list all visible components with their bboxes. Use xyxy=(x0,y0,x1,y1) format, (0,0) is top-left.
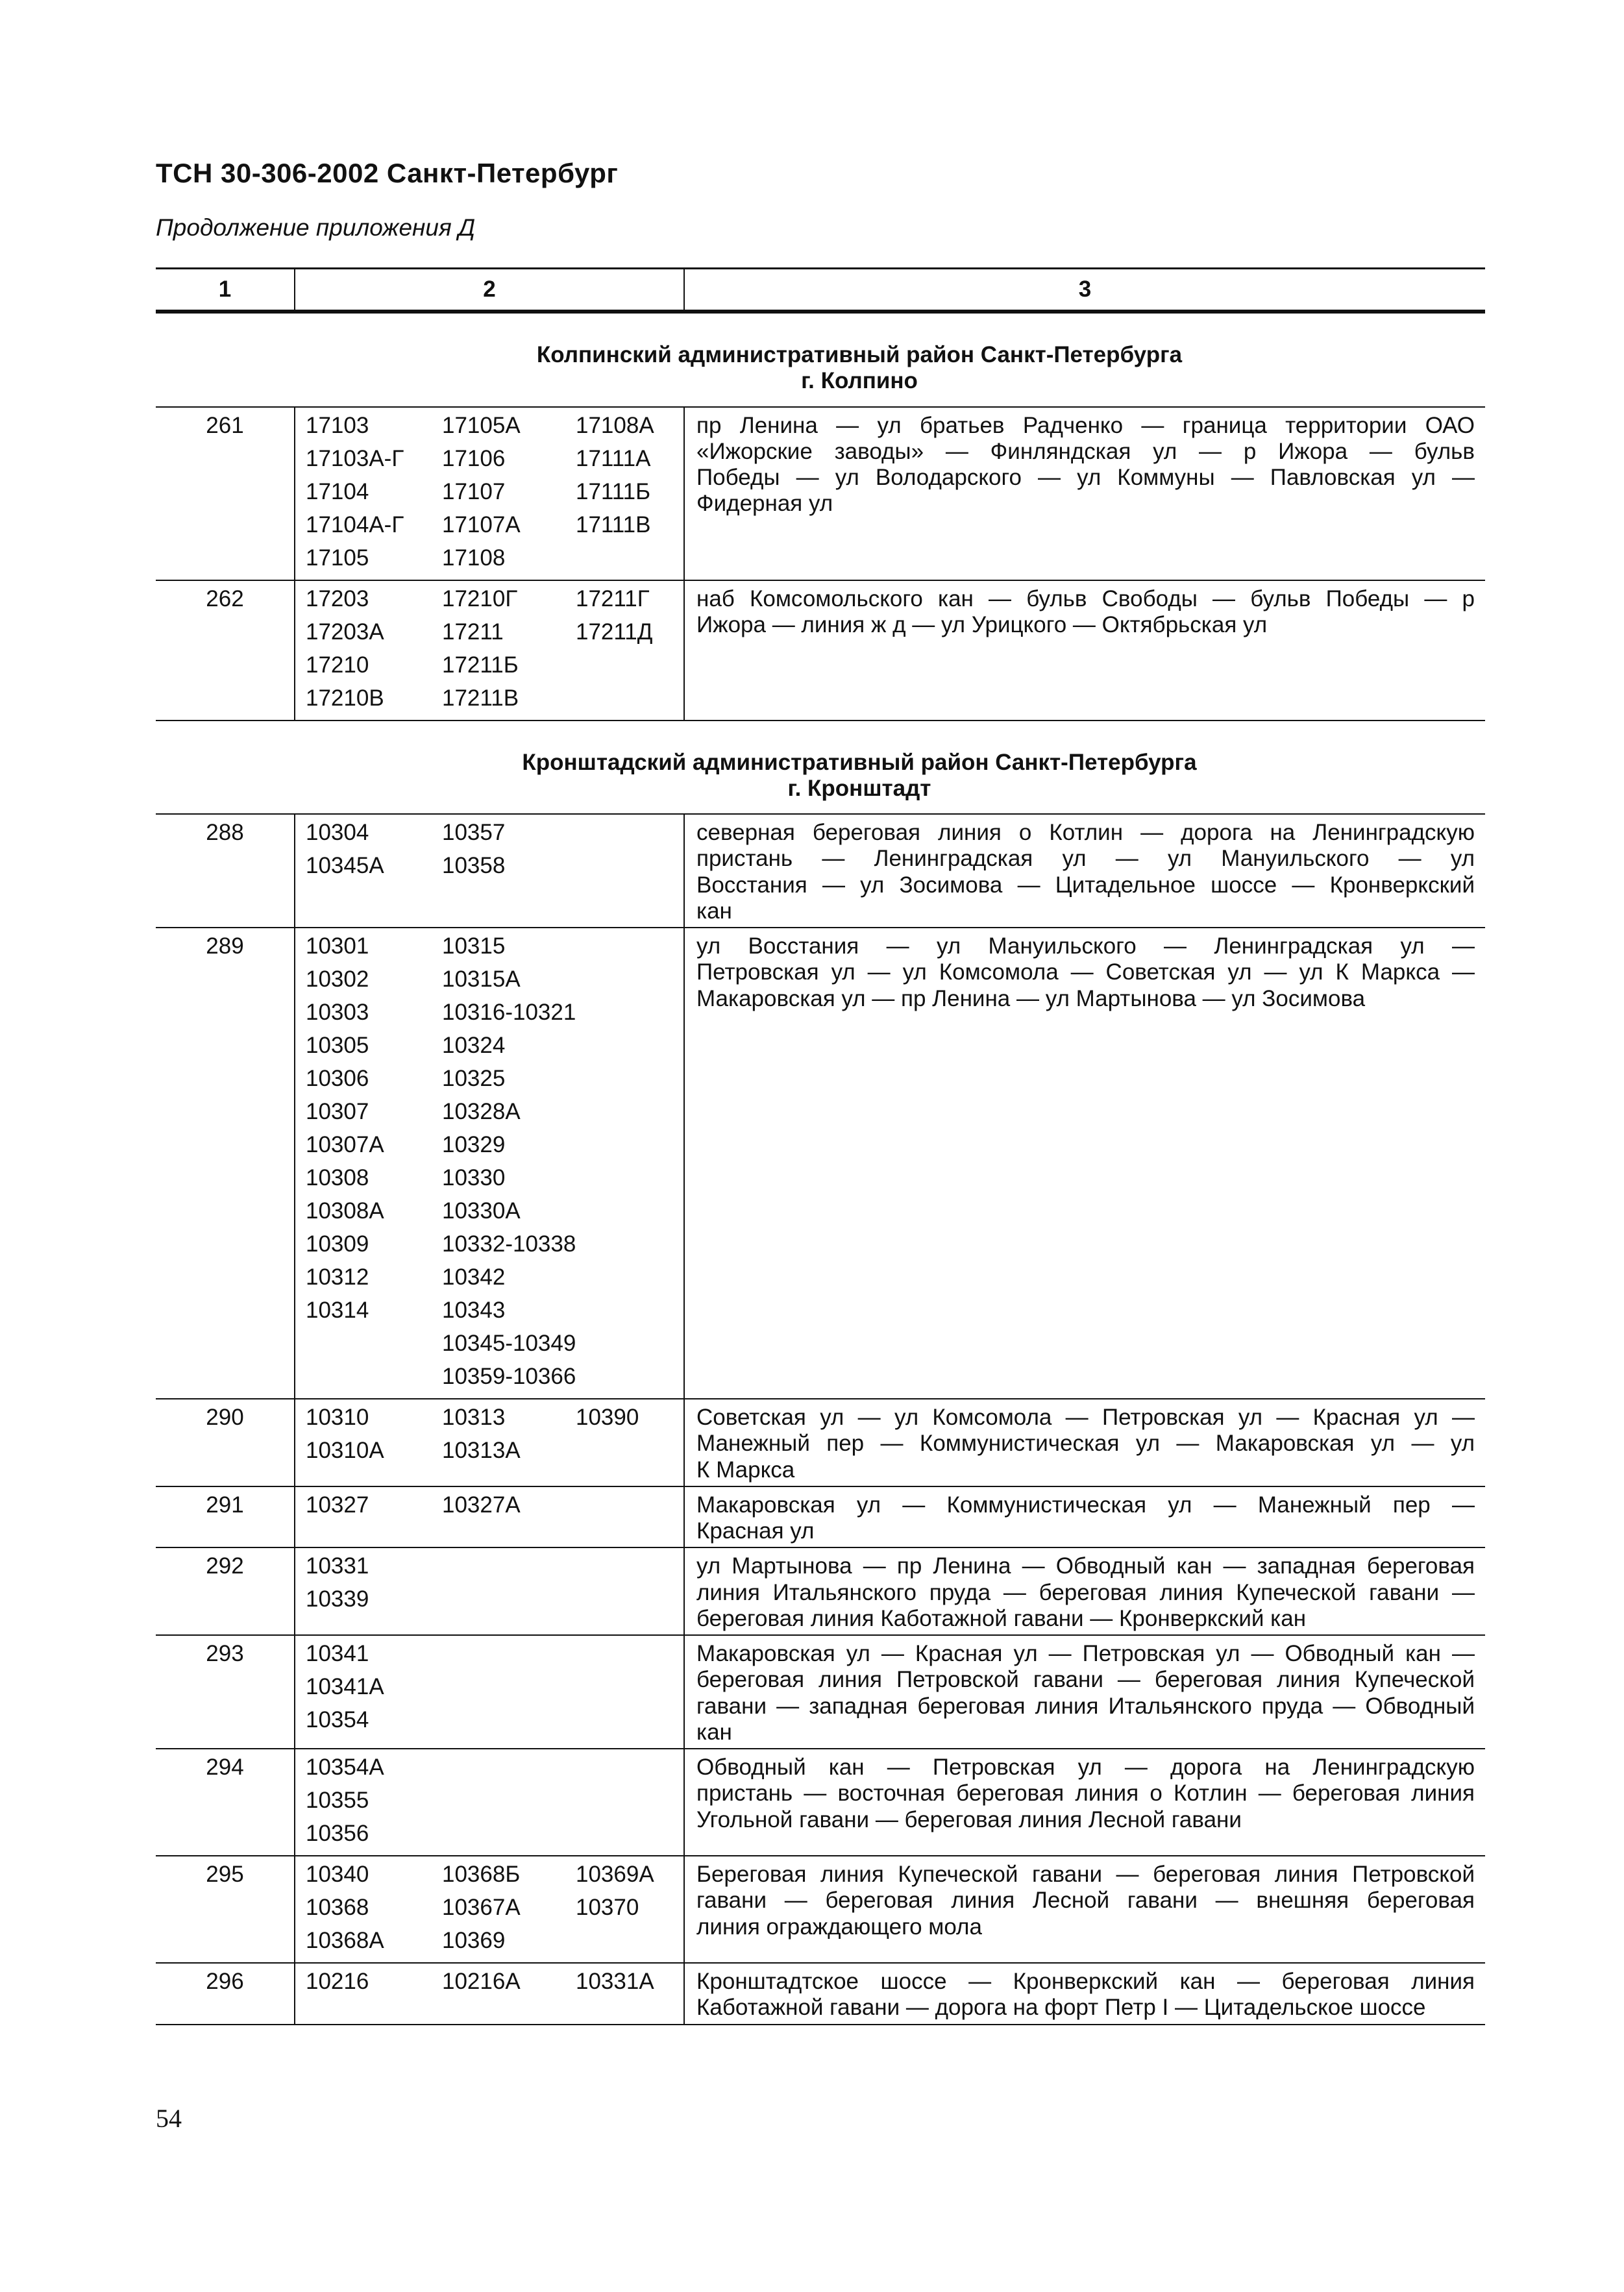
boundary-description-line: береговая линия Каботажной гавани — Кронверкский кан xyxy=(696,1605,1307,1631)
block-codes-cell xyxy=(295,580,684,721)
boundary-description-line: Ижора — линия ж д — ул Урицкого — Октябрьская ул xyxy=(696,611,1268,637)
table-row xyxy=(156,1856,1485,1963)
boundary-description-line: линия Итальянского пруда — береговая линия Купеческой гавани — xyxy=(696,1579,1475,1605)
table-row xyxy=(156,580,1485,721)
row-number: 288 xyxy=(156,814,295,928)
block-code xyxy=(306,1364,442,1397)
row-number: 293 xyxy=(156,1635,295,1749)
block-code xyxy=(576,1033,673,1066)
block-codes-grid xyxy=(295,1641,683,1740)
block-code: 10330А xyxy=(442,1198,521,1224)
row-number: 290 xyxy=(156,1399,295,1486)
block-code: 17106 xyxy=(442,445,506,471)
table-row xyxy=(156,1486,1485,1548)
boundary-description-line: пр Ленина — ул братьев Радченко — граница территории ОАО xyxy=(696,412,1475,438)
block-code: 10309 xyxy=(306,1231,369,1257)
column-header-2: 2 xyxy=(295,269,684,312)
block-code: 17203А xyxy=(306,619,384,645)
block-code xyxy=(576,1641,673,1674)
block-code: 10216А xyxy=(442,1969,521,1994)
table-row xyxy=(156,1399,1485,1486)
block-code xyxy=(576,1586,673,1620)
block-code: 10331А xyxy=(576,1969,654,1994)
block-code: 10303 xyxy=(306,1000,369,1025)
block-codes-grid xyxy=(295,933,683,1397)
block-codes-cell xyxy=(295,1749,684,1856)
block-code: 10358 xyxy=(442,853,506,878)
block-code: 10310 xyxy=(306,1405,369,1430)
boundary-description-cell xyxy=(684,1749,1485,1856)
row-number: 291 xyxy=(156,1486,295,1548)
row-number: 294 xyxy=(156,1749,295,1856)
block-code: 10306 xyxy=(306,1066,369,1091)
block-code xyxy=(576,1132,673,1165)
boundary-description-line: пристань — Ленинградская ул — ул Мануильского — ул xyxy=(696,846,1475,872)
block-code: 10340 xyxy=(306,1862,369,1887)
column-header-3: 3 xyxy=(684,269,1485,312)
block-code: 10368 xyxy=(306,1895,369,1920)
block-code: 10390 xyxy=(576,1405,639,1430)
block-code: 10315 xyxy=(442,933,506,959)
block-code xyxy=(576,1165,673,1198)
block-codes-grid xyxy=(295,586,683,719)
block-code: 10359-10366 xyxy=(442,1364,576,1389)
block-code: 10302 xyxy=(306,967,369,992)
block-code: 17211В xyxy=(442,685,519,711)
block-code: 10308А xyxy=(306,1198,384,1224)
block-codes-grid xyxy=(295,413,683,578)
block-code: 17104 xyxy=(306,478,369,504)
block-code: 10325 xyxy=(442,1066,506,1091)
block-codes-grid xyxy=(295,1755,683,1854)
block-code: 17111Б xyxy=(576,478,651,504)
block-code: 17107 xyxy=(442,478,506,504)
block-code: 10343 xyxy=(442,1298,506,1323)
block-code: 17103 xyxy=(306,412,369,438)
block-code: 10332-10338 xyxy=(442,1231,576,1257)
boundary-description-line: северная береговая линия о Котлин — дорога на Ленинградскую xyxy=(696,820,1475,845)
block-code xyxy=(576,1364,673,1397)
block-code xyxy=(576,1000,673,1033)
block-code xyxy=(442,1641,576,1674)
block-code: 17103А-Г xyxy=(306,445,404,471)
block-code: 10368Б xyxy=(442,1862,521,1887)
block-codes-cell xyxy=(295,1547,684,1635)
block-codes-cell xyxy=(295,1856,684,1963)
boundary-description-line: Угольной гавани — береговая линия Лесной гавани xyxy=(696,1806,1242,1832)
boundary-description-line: Береговая линия Купеческой гавани — береговая линия Петровской xyxy=(696,1862,1475,1887)
boundary-description-cell xyxy=(684,1963,1485,2025)
row-number: 262 xyxy=(156,580,295,721)
block-code: 10301 xyxy=(306,933,369,959)
boundary-description-line: ул Мартынова — пр Ленина — Обводный кан — западная береговая xyxy=(696,1553,1475,1579)
block-code xyxy=(576,1821,673,1854)
boundary-description-cell xyxy=(684,1547,1485,1635)
block-codes-cell xyxy=(295,1963,684,2025)
block-code: 17105 xyxy=(306,545,369,571)
table-row xyxy=(156,1749,1485,1856)
section-heading-row xyxy=(156,312,1485,407)
boundary-description-line: Обводный кан — Петровская ул — дорога на Ленинградскую xyxy=(696,1755,1475,1780)
boundary-description-line: Восстания — ул Зосимова — Цитадельное шоссе — Кронверкский xyxy=(696,872,1475,898)
block-code xyxy=(576,853,673,886)
addresses-table xyxy=(156,267,1485,2025)
boundary-description-cell xyxy=(684,407,1485,580)
block-code xyxy=(442,1586,576,1620)
block-code xyxy=(576,1066,673,1099)
block-code xyxy=(576,1198,673,1231)
page-number: 54 xyxy=(156,2104,182,2133)
document-title: ТСН 30-306-2002 Санкт-Петербург xyxy=(156,158,619,188)
boundary-description-line: Макаровская ул — Красная ул — Петровская ул — Обводный кан — xyxy=(696,1641,1475,1666)
block-code: 10369 xyxy=(442,1928,506,1953)
block-code: 17211Д xyxy=(576,619,653,645)
section-heading-line: г. Колпино xyxy=(801,368,918,394)
block-code: 17107А xyxy=(442,511,521,537)
block-code xyxy=(576,1231,673,1264)
appendix-continuation-label: Продолжение приложения Д xyxy=(156,214,476,241)
block-code xyxy=(442,1553,576,1586)
block-code: 10313А xyxy=(442,1438,521,1463)
block-codes-cell xyxy=(295,1486,684,1548)
block-codes-grid xyxy=(295,1492,683,1525)
boundary-description-cell xyxy=(684,1399,1485,1486)
block-code xyxy=(576,1707,673,1740)
block-code xyxy=(576,1438,673,1471)
block-code xyxy=(576,1788,673,1821)
boundary-description-cell xyxy=(684,814,1485,928)
boundary-description-line: К Маркса xyxy=(696,1457,795,1483)
row-number: 296 xyxy=(156,1963,295,2025)
block-code xyxy=(576,1492,673,1525)
block-code: 10307 xyxy=(306,1099,369,1124)
section-heading xyxy=(156,721,1485,815)
table-header-row xyxy=(156,269,1485,312)
block-code: 10313 xyxy=(442,1405,506,1430)
block-code: 17111В xyxy=(576,511,651,537)
block-code xyxy=(576,545,673,578)
boundary-description-line: кан xyxy=(696,1719,732,1745)
block-code: 10327А xyxy=(442,1492,521,1518)
block-code: 17203 xyxy=(306,585,369,611)
block-code xyxy=(576,1099,673,1132)
block-codes-grid xyxy=(295,1969,683,2002)
block-codes-cell xyxy=(295,928,684,1399)
boundary-description-line: береговая линия Петровской гавани — береговая линия Купеческой xyxy=(696,1667,1475,1693)
block-codes-grid xyxy=(295,1553,683,1620)
block-codes-grid xyxy=(295,1405,683,1471)
boundary-description-cell xyxy=(684,1635,1485,1749)
block-code xyxy=(442,1707,576,1740)
block-code xyxy=(306,1331,442,1364)
block-code: 17210В xyxy=(306,685,384,711)
block-code: 10216 xyxy=(306,1969,369,1994)
block-code: 10328А xyxy=(442,1099,521,1124)
boundary-description-line: наб Комсомольского кан — бульв Свободы — бульв Победы — р xyxy=(696,585,1475,611)
block-codes-cell xyxy=(295,1635,684,1749)
boundary-description-line: «Ижорские заводы» — Финляндская ул — р Ижора — бульв xyxy=(696,438,1475,464)
block-code xyxy=(576,685,673,719)
section-heading-row xyxy=(156,721,1485,815)
block-code xyxy=(576,1331,673,1364)
boundary-description-line: Фидерная ул xyxy=(696,491,833,517)
table-row xyxy=(156,814,1485,928)
block-code: 10329 xyxy=(442,1132,506,1157)
row-number: 289 xyxy=(156,928,295,1399)
block-code: 10355 xyxy=(306,1788,369,1813)
block-code: 17108А xyxy=(576,412,654,438)
section-heading-line: Колпинский административный район Санкт-Петербурга xyxy=(536,342,1183,367)
block-code xyxy=(576,1928,673,1961)
block-code: 17211Г xyxy=(576,585,650,611)
block-codes-grid xyxy=(295,1862,683,1961)
block-code: 17111А xyxy=(576,445,651,471)
boundary-description-line: Манежный пер — Коммунистическая ул — Макаровская ул — ул xyxy=(696,1431,1475,1457)
block-code: 17105А xyxy=(442,412,521,438)
boundary-description-line: Советская ул — ул Комсомола — Петровская ул — Красная ул — xyxy=(696,1405,1475,1430)
boundary-description-line: Каботажной гавани — дорога на форт Петр I — Цитадельское шоссе xyxy=(696,1995,1426,2021)
section-heading-line: г. Кронштадт xyxy=(787,775,931,801)
boundary-description-line: Кронштадтское шоссе — Кронверкский кан — береговая линия xyxy=(696,1969,1475,1994)
section-heading-line: Кронштадский административный район Санкт-Петербурга xyxy=(522,749,1197,775)
block-code: 17104А-Г xyxy=(306,511,404,537)
table-row xyxy=(156,1547,1485,1635)
block-code xyxy=(442,1788,576,1821)
table-row xyxy=(156,1963,1485,2025)
block-code: 10307А xyxy=(306,1132,384,1157)
boundary-description-line: гавани — западная береговая линия Итальянского пруда — Обводный xyxy=(696,1693,1475,1719)
boundary-description-line: линия ограждающего мола xyxy=(696,1914,982,1940)
block-code: 10345А xyxy=(306,853,384,878)
boundary-description-line: Красная ул xyxy=(696,1518,815,1544)
block-code xyxy=(442,1821,576,1854)
boundary-description-line: гавани — береговая линия Лесной гавани — внешняя береговая xyxy=(696,1888,1475,1914)
block-code: 10305 xyxy=(306,1033,369,1058)
block-code: 10368А xyxy=(306,1928,384,1953)
block-code: 10370 xyxy=(576,1895,639,1920)
block-code: 10327 xyxy=(306,1492,369,1518)
table-row xyxy=(156,1635,1485,1749)
row-number: 295 xyxy=(156,1856,295,1963)
block-code: 17210 xyxy=(306,652,369,678)
block-codes-cell xyxy=(295,407,684,580)
block-code xyxy=(576,1755,673,1788)
boundary-description-cell xyxy=(684,1856,1485,1963)
block-code: 10304 xyxy=(306,820,369,845)
block-code: 10367А xyxy=(442,1895,521,1920)
boundary-description-line: пристань — восточная береговая линия о Котлин — береговая линия xyxy=(696,1781,1475,1806)
boundary-description-line: кан xyxy=(696,898,732,924)
block-code xyxy=(576,1298,673,1331)
table-row xyxy=(156,407,1485,580)
block-code: 17211Б xyxy=(442,652,519,678)
block-code: 10315А xyxy=(442,967,521,992)
block-code: 10314 xyxy=(306,1298,369,1323)
boundary-description-cell xyxy=(684,1486,1485,1548)
boundary-description-line: ул Восстания — ул Мануильского — Ленинградская ул — xyxy=(696,933,1475,959)
block-codes-cell xyxy=(295,1399,684,1486)
row-number: 261 xyxy=(156,407,295,580)
block-code: 10324 xyxy=(442,1033,506,1058)
block-code xyxy=(442,1674,576,1707)
boundary-description-line: Макаровская ул — пр Ленина — ул Мартынова — ул Зосимова xyxy=(696,985,1366,1011)
block-code xyxy=(576,1674,673,1707)
block-code: 10331 xyxy=(306,1553,369,1579)
boundary-description-cell xyxy=(684,928,1485,1399)
block-code: 10356 xyxy=(306,1821,369,1846)
row-number: 292 xyxy=(156,1547,295,1635)
boundary-description-cell xyxy=(684,580,1485,721)
block-code: 10341 xyxy=(306,1641,369,1666)
block-code: 10339 xyxy=(306,1586,369,1612)
block-code: 10345-10349 xyxy=(442,1331,576,1356)
boundary-description-line: Петровская ул — ул Комсомола — Советская ул — ул К Маркса — xyxy=(696,959,1475,985)
table-row xyxy=(156,928,1485,1399)
block-code xyxy=(576,820,673,853)
block-code: 10354 xyxy=(306,1707,369,1732)
block-code: 10330 xyxy=(442,1165,506,1190)
boundary-description-line: Макаровская ул — Коммунистическая ул — Манежный пер — xyxy=(696,1492,1475,1518)
block-code xyxy=(576,967,673,1000)
block-code xyxy=(442,1755,576,1788)
block-code: 10369А xyxy=(576,1862,654,1887)
column-header-1: 1 xyxy=(156,269,295,312)
block-code: 17210Г xyxy=(442,585,518,611)
block-code: 10357 xyxy=(442,820,506,845)
block-code: 10342 xyxy=(442,1264,506,1290)
block-codes-grid xyxy=(295,820,683,886)
block-code xyxy=(576,1264,673,1298)
section-heading xyxy=(156,312,1485,407)
table-body xyxy=(156,312,1485,2025)
block-code xyxy=(576,933,673,967)
block-code: 10308 xyxy=(306,1165,369,1190)
block-code: 17211 xyxy=(442,619,504,645)
block-code xyxy=(576,1553,673,1586)
block-codes-cell xyxy=(295,814,684,928)
block-code: 10310А xyxy=(306,1438,384,1463)
block-code: 10341А xyxy=(306,1674,384,1699)
block-code xyxy=(576,652,673,685)
boundary-description-line: Победы — ул Володарского — ул Коммуны — Павловская ул — xyxy=(696,465,1475,490)
block-code: 10312 xyxy=(306,1264,369,1290)
block-code: 10354А xyxy=(306,1755,384,1780)
block-code: 17108 xyxy=(442,545,506,571)
block-code: 10316-10321 xyxy=(442,1000,576,1025)
